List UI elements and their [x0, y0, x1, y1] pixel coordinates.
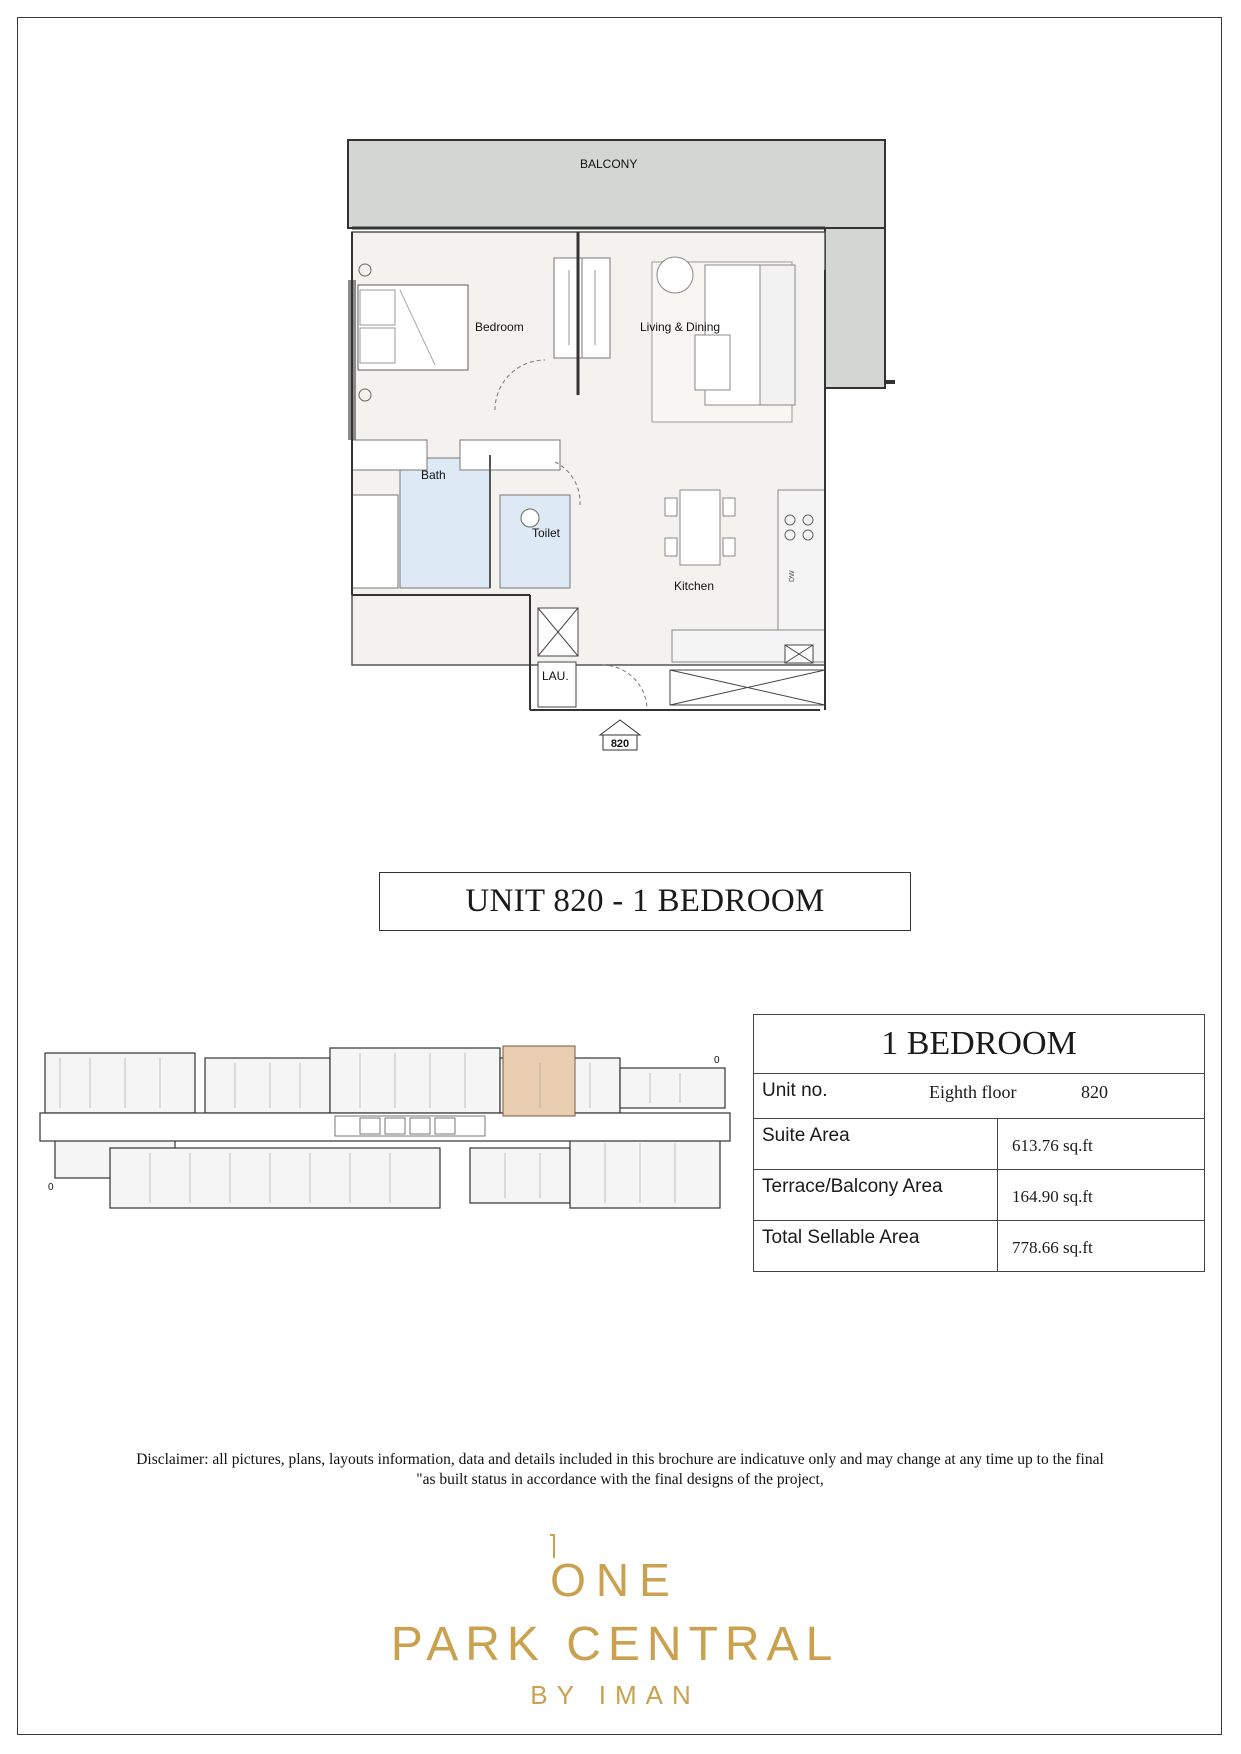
bath-label: Bath: [421, 468, 446, 482]
row-label: Terrace/Balcony Area: [754, 1170, 998, 1221]
row-value: 613.76 sq.ft: [998, 1119, 1205, 1170]
keyplan-marker-right: 0: [714, 1055, 720, 1066]
unit-floor-plan: [340, 130, 920, 770]
logo-line-park-central: PARK CENTRAL: [390, 1618, 840, 1671]
unit-title-box: [379, 872, 911, 931]
bedroom-label: Bedroom: [475, 320, 524, 334]
floor-value: Eighth floor: [929, 1082, 1017, 1102]
balcony-area: [348, 140, 885, 228]
brand-logo: [380, 1525, 850, 1715]
toilet-label: Toilet: [532, 526, 561, 540]
table-heading: 1 BEDROOM: [754, 1015, 1205, 1074]
table-row: [754, 1221, 1205, 1272]
entry-unit-label: 820: [610, 738, 630, 750]
row-value: 778.66 sq.ft: [998, 1221, 1205, 1272]
unit-no-label: Unit no.: [762, 1080, 828, 1101]
unit-no-value: 820: [1081, 1082, 1108, 1102]
kitchen-counter: [778, 490, 825, 630]
kitchen-label: Kitchen: [674, 579, 715, 593]
dining-table: [680, 490, 720, 565]
laundry-label: LAU.: [542, 669, 569, 683]
floor-key-plan: [30, 1038, 735, 1218]
keyplan-marker-left: 0: [48, 1182, 54, 1193]
unit-no-row: [754, 1074, 1205, 1119]
disclaimer-line-2: "as built status in accordance with the final designs of the project,: [416, 1471, 824, 1488]
row-label: Suite Area: [754, 1119, 998, 1170]
dw-label: DW: [789, 570, 796, 582]
disclaimer: [60, 1450, 1180, 1490]
row-value: 164.90 sq.ft: [998, 1170, 1205, 1221]
unit-highlight: [503, 1046, 575, 1116]
living-label: Living & Dining: [640, 320, 721, 334]
unit-info-table: [753, 1014, 1205, 1272]
balcony-label: BALCONY: [580, 157, 638, 171]
disclaimer-line-1: Disclaimer: all pictures, plans, layouts information, data and details included in this brochure are indicatuve only and may change at any time up to the final: [136, 1451, 1104, 1468]
balcony-side: [825, 228, 885, 388]
logo-line-by-iman: BY IMAN: [530, 1680, 700, 1710]
toilet-room: [500, 495, 570, 588]
row-label: Total Sellable Area: [754, 1221, 998, 1272]
logo-line-one: ONE: [550, 1554, 680, 1606]
table-row: [754, 1170, 1205, 1221]
unit-title: UNIT 820 - 1 BEDROOM: [465, 883, 825, 919]
table-row: [754, 1119, 1205, 1170]
